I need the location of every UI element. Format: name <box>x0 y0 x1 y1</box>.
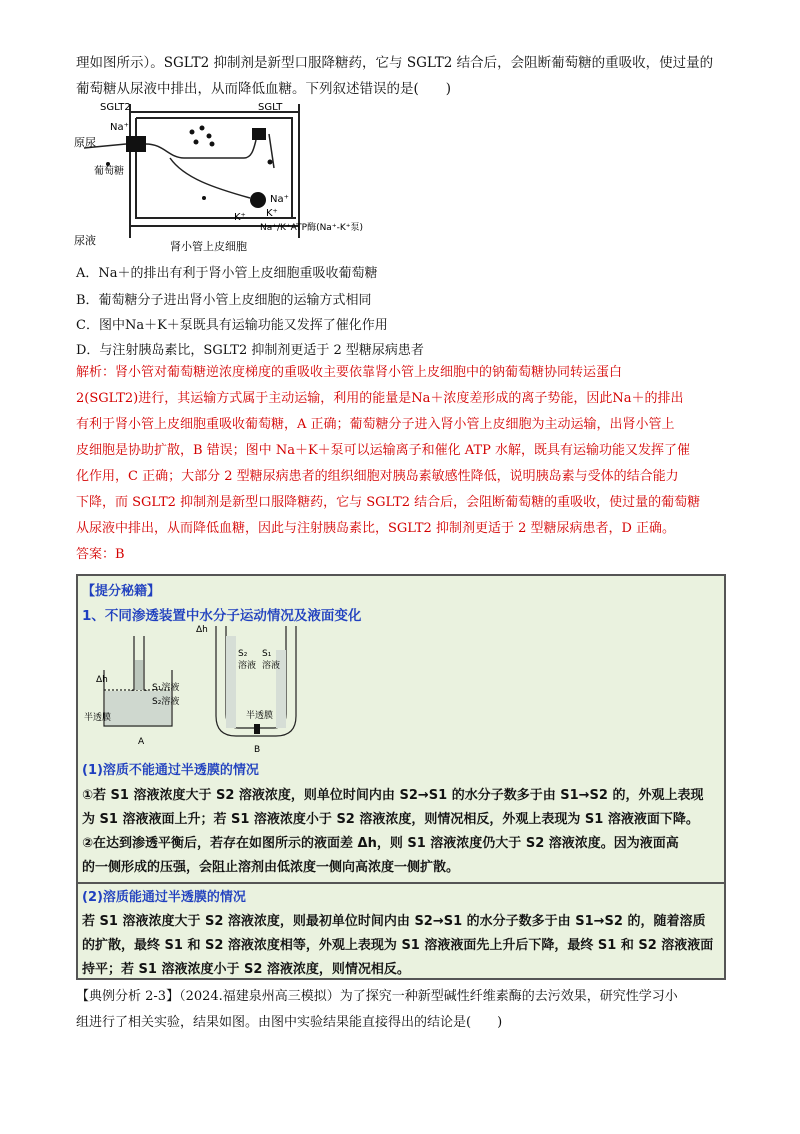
analysis-line: 下降，而 SGLT2 抑制剂是新型口服降糖药，它与 SGLT2 结合后，会阻断葡萄糖的重吸收，使过量的葡萄糖 <box>76 495 701 510</box>
tips-header: 【提分秘籍】 <box>82 584 161 599</box>
tips-p2-line: ②在达到渗透平衡后，若存在如图所示的液面差 Δh，则 S1 溶液浓度仍大于 S2 溶液浓度。因为液面高 <box>82 836 679 851</box>
tips-sub2: (2)溶质能通过半透膜的情况 <box>82 890 246 905</box>
option-a: A．Na＋的排出有利于肾小管上皮细胞重吸收葡萄糖 <box>76 266 378 281</box>
label-atpase: Na⁺/K⁺ATP酶(Na⁺-K⁺泵) <box>260 223 363 233</box>
label-yuanniao: 原尿 <box>74 136 96 149</box>
label-glucose: 葡萄糖 <box>94 166 124 177</box>
kidney-cell-diagram <box>74 98 364 256</box>
fig-b-dh: Δh <box>196 625 208 635</box>
option-b: B．葡萄糖分子进出肾小管上皮细胞的运输方式相同 <box>76 293 372 308</box>
tips-sub1: (1)溶质不能通过半透膜的情况 <box>82 763 259 778</box>
option-d: D．与注射胰岛素比，SGLT2 抑制剂更适于 2 型糖尿病患者 <box>76 343 424 358</box>
label-sglt2: SGLT2 <box>100 102 131 113</box>
tips-p2-line: 的一侧形成的压强，会阻止溶剂由低浓度一侧向高浓度一侧扩散。 <box>82 860 460 875</box>
analysis-line: 有利于肾小管上皮细胞重吸收葡萄糖，A 正确；葡萄糖分子进入肾小管上皮细胞为主动运输，出肾小管上 <box>76 417 675 432</box>
analysis-line: 2(SGLT2)进行，其运输方式属于主动运输，利用的能量是Na＋浓度差形成的离子势能，因此Na＋的排出 <box>76 391 684 406</box>
fig-b-rongye-left: 溶液 <box>238 661 257 671</box>
fig-a-caption: A <box>138 737 145 747</box>
analysis <box>76 360 726 568</box>
fig-b-membrane: 半透膜 <box>246 711 274 721</box>
analysis-line: 从尿液中排出，从而降低血糖，因此与注射胰岛素比，SGLT2 抑制剂更适于 2 型糖尿病患者，D 正确。 <box>76 521 676 536</box>
label-na: Na⁺ <box>110 122 129 133</box>
fig-a-membrane: 半透膜 <box>84 713 112 723</box>
example-line: 【典例分析 2-3】（2024.福建泉州高三模拟）为了探究一种新型碱性纤维素酶的去污效果，研究性学习小 <box>76 989 678 1004</box>
sglt2-transporter <box>126 136 146 152</box>
intro-line: 理如图所示）。SGLT2 抑制剂是新型口服降糖药，它与 SGLT2 结合后，会阻断葡萄糖的重吸收，使过量的 <box>76 55 714 71</box>
sglt-transporter <box>252 128 266 140</box>
fig-a-s1: S₁溶液 <box>152 683 180 693</box>
label-cell: 肾小管上皮细胞 <box>170 240 247 253</box>
osmosis-figure-b <box>196 606 306 754</box>
tips-p3-line: 若 S1 溶液浓度大于 S2 溶液浓度，则最初单位时间内由 S2→S1 的水分子数多于由 S1→S2 的，随着溶质 <box>82 914 706 929</box>
tips-p3-line: 的扩散，最终 S1 和 S2 溶液浓度相等，外观上表现为 S1 溶液液面先上升后下降，最终 S1 和 S2 溶液液面 <box>82 938 714 953</box>
fig-b-s2: S₂ <box>238 649 248 659</box>
fig-b-rongye-right: 溶液 <box>262 661 281 671</box>
tips-heading: 1、不同渗透装置中水分子运动情况及液面变化 <box>82 608 362 624</box>
intro-paragraph <box>76 50 726 102</box>
label-na2: Na⁺ <box>270 194 289 205</box>
fig-a-dh: Δh <box>96 675 108 685</box>
option-c: C．图中Na＋K＋泵既具有运输功能又发挥了催化作用 <box>76 318 388 333</box>
fig-a-s2: S₂溶液 <box>152 697 180 707</box>
analysis-line: 化作用，C 正确；大部分 2 型糖尿病患者的组织细胞对胰岛素敏感性降低，说明胰岛素与受体的结合能力 <box>76 469 679 484</box>
label-sglt: SGLT <box>258 102 283 113</box>
example-line: 组进行了相关实验，结果如图。由图中实验结果能直接得出的结论是( ) <box>76 1015 503 1030</box>
osmosis-figure-a <box>84 630 194 750</box>
analysis-line: 皮细胞是协助扩散，B 错误；图中 Na＋K＋泵可以运输离子和催化 ATP 水解，既具有运输功能又发挥了催 <box>76 443 691 458</box>
label-niaoye: 尿液 <box>74 234 96 247</box>
label-k: K⁺ <box>234 212 246 223</box>
tips-p1-line: ①若 S1 溶液浓度大于 S2 溶液浓度，则单位时间内由 S2→S1 的水分子数多于由 S1→S2 的，外观上表现 <box>82 788 704 803</box>
tips-p1-line: 为 S1 溶液液面上升；若 S1 溶液浓度小于 S2 溶液浓度，则情况相反，外观上表现为 S1 溶液液面下降。 <box>82 812 699 827</box>
fig-b-caption: B <box>254 745 261 754</box>
fig-b-s1: S₁ <box>262 649 272 659</box>
tips-p3-line: 持平；若 S1 溶液浓度小于 S2 溶液浓度，则情况相反。 <box>82 962 410 977</box>
label-k2: K⁺ <box>266 208 278 219</box>
analysis-line: 解析：肾小管对葡萄糖逆浓度梯度的重吸收主要依靠肾小管上皮细胞中的钠葡萄糖协同转运蛋白 <box>76 365 623 380</box>
answer: 答案：B <box>76 547 125 562</box>
na-k-pump <box>250 192 266 208</box>
intro-line: 葡萄糖从尿液中排出，从而降低血糖。下列叙述错误的是( ) <box>76 81 452 97</box>
example-paragraph <box>76 984 726 1036</box>
